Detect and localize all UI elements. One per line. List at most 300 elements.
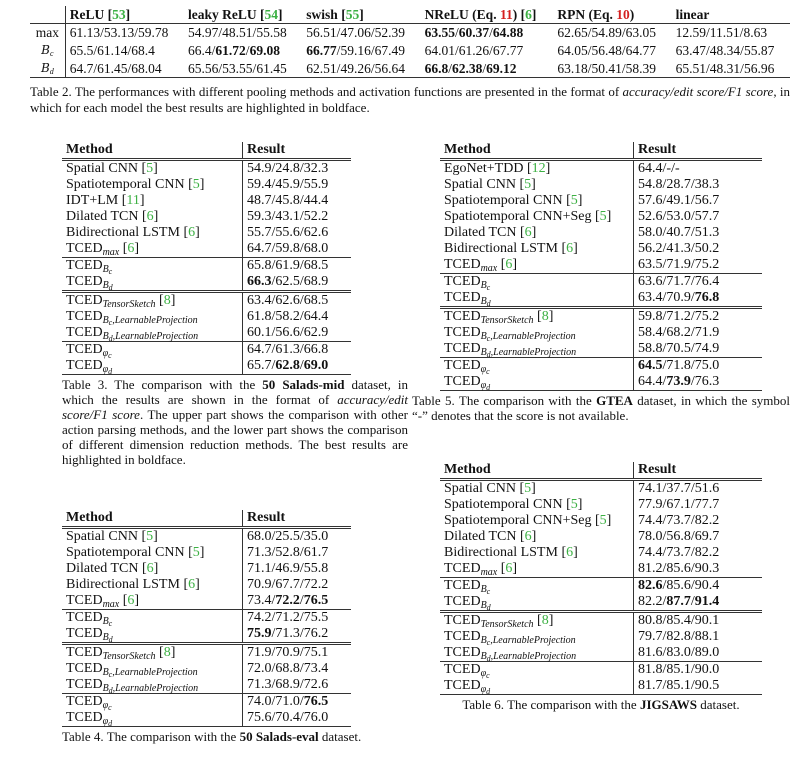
score: 61.72 bbox=[215, 42, 246, 58]
result-cell: 81.2/85.6/90.3 bbox=[638, 561, 720, 576]
result-cell: 74.0/71.0/76.5 bbox=[243, 694, 352, 711]
result-header: Result bbox=[634, 462, 763, 480]
method-cell: Spatiotemporal CNN [5] bbox=[440, 497, 634, 513]
table-row bbox=[440, 678, 762, 695]
score: 76.2 bbox=[303, 626, 329, 641]
score: 25.5 bbox=[275, 529, 300, 544]
method-cell: Spatiotemporal CNN+Seg [5] bbox=[440, 513, 634, 529]
method-name: TCED bbox=[66, 274, 103, 289]
citation-ref: 6 bbox=[127, 241, 135, 256]
method-cell bbox=[62, 610, 243, 627]
subscript-main: max bbox=[480, 567, 498, 578]
subscript-index: d bbox=[486, 603, 491, 612]
method-cell: Spatiotemporal CNN+Seg [5] bbox=[440, 209, 634, 225]
result-cell: 71.1/46.9/55.8 bbox=[247, 561, 329, 576]
score: 64.01 bbox=[424, 42, 455, 58]
table-row bbox=[62, 644, 351, 662]
result-cell: 75.6/70.4/76.0 bbox=[243, 710, 352, 727]
caption-text: dataset, in which the symbol “-” denotes that the score is not available. bbox=[412, 393, 790, 423]
result-cell: 58.4/68.2/71.9 bbox=[638, 325, 720, 340]
score: - bbox=[666, 161, 672, 176]
method-cell: Bidirectional LSTM [6] bbox=[62, 577, 243, 593]
score: 65.5 bbox=[69, 42, 94, 58]
table-row bbox=[440, 325, 762, 341]
subscript-index: d bbox=[108, 367, 113, 376]
table-row bbox=[62, 710, 351, 727]
method-header: Method bbox=[440, 462, 634, 480]
subscript-index: c bbox=[486, 587, 491, 596]
header-row bbox=[62, 142, 351, 160]
subscript-suffix: ,LearnableProjection bbox=[490, 635, 576, 646]
method-subscript bbox=[481, 296, 491, 307]
column-header: ReLU [53] bbox=[65, 6, 184, 24]
score: - bbox=[674, 161, 680, 176]
score: 71.9 bbox=[666, 257, 691, 272]
subscript-main: B bbox=[480, 280, 487, 291]
table-grid-wrap bbox=[412, 142, 790, 391]
table-caption bbox=[412, 697, 790, 712]
score: 8.63 bbox=[743, 25, 768, 40]
result-cell: 78.0/56.8/69.7 bbox=[638, 529, 720, 544]
score: 54.97 bbox=[188, 25, 219, 40]
method-subscript bbox=[481, 380, 491, 391]
score: 83.0 bbox=[666, 645, 691, 660]
result-cell: 48.7/45.8/44.4 bbox=[247, 193, 329, 208]
citation-ref: 6 bbox=[188, 577, 196, 592]
table-row bbox=[440, 594, 762, 612]
score: 81.8 bbox=[638, 662, 663, 677]
score: 78.0 bbox=[638, 529, 663, 544]
result-cell: 59.8/71.2/75.2 bbox=[634, 308, 763, 326]
score: 56.48 bbox=[591, 42, 622, 58]
method-name: Spatial CNN bbox=[66, 161, 138, 176]
method-cell: Dilated TCN [6] bbox=[62, 209, 243, 225]
table-row bbox=[440, 629, 762, 645]
subscript-main: φ bbox=[480, 684, 487, 695]
paren: ) bbox=[512, 7, 518, 22]
results-table bbox=[62, 142, 351, 375]
subscript-index: d bbox=[108, 686, 113, 695]
table-row bbox=[62, 593, 351, 610]
table-3 bbox=[62, 142, 408, 467]
score: 64.4 bbox=[638, 374, 663, 389]
method-cell bbox=[440, 678, 634, 695]
table-grid-wrap bbox=[412, 462, 790, 695]
table-row bbox=[440, 480, 762, 498]
method-name: TCED bbox=[66, 710, 103, 725]
method-subscript bbox=[103, 280, 113, 291]
score: 62.8 bbox=[275, 358, 300, 373]
score: 69.08 bbox=[249, 42, 280, 58]
result-cell: 71.3/52.8/61.7 bbox=[247, 545, 329, 560]
score: 37.7 bbox=[666, 481, 691, 496]
subscript-index: d bbox=[108, 719, 113, 728]
score: 82.2 bbox=[694, 545, 720, 560]
score: 62.38 bbox=[451, 60, 483, 76]
score: 74.9 bbox=[694, 341, 720, 356]
table-row bbox=[440, 341, 762, 358]
method-cell: $TCED_{max}$ [6] bbox=[62, 241, 243, 258]
subscript-index: d bbox=[486, 350, 491, 359]
score: 68.2 bbox=[666, 325, 691, 340]
subscript-index: c bbox=[108, 619, 113, 628]
subscript-index: c bbox=[486, 638, 491, 647]
method-name: Spatial CNN bbox=[66, 529, 138, 544]
score: 49.26 bbox=[340, 60, 371, 76]
table-row bbox=[62, 528, 351, 546]
citation-ref: 8 bbox=[541, 309, 549, 324]
score: 72.6 bbox=[303, 677, 329, 692]
column-header: NReLU (Eq. 11) [6] bbox=[421, 6, 554, 24]
result-cell: 64.4/73.9/76.3 bbox=[634, 374, 763, 391]
method-name: TCED bbox=[66, 309, 103, 324]
subscript-main: B bbox=[102, 616, 109, 627]
subscript-main: φ bbox=[102, 716, 109, 727]
citation-ref: 8 bbox=[163, 293, 171, 308]
citation-ref: 8 bbox=[163, 645, 171, 660]
score: 53.55 bbox=[222, 60, 253, 76]
method-cell: IDT+LM [11] bbox=[62, 193, 243, 209]
method-name: TCED bbox=[444, 309, 481, 324]
score: 51.6 bbox=[694, 481, 720, 496]
method-cell bbox=[62, 342, 243, 359]
citation-ref: 5 bbox=[146, 161, 154, 176]
subscript-index: d bbox=[486, 687, 491, 696]
subscript-main: B bbox=[480, 584, 487, 595]
table-2-caption bbox=[30, 84, 790, 116]
result-cell: 65.56/53.55/61.45 bbox=[184, 59, 302, 78]
score: 60.37 bbox=[458, 25, 490, 40]
citation-ref: 5 bbox=[146, 529, 154, 544]
score: 75.0 bbox=[694, 358, 720, 373]
subscript-suffix: ,LearnableProjection bbox=[490, 347, 577, 358]
table-row bbox=[62, 258, 351, 275]
table-body bbox=[440, 160, 762, 391]
method-subscript bbox=[481, 263, 498, 274]
score: 61.7 bbox=[303, 545, 329, 560]
table-row bbox=[62, 610, 351, 627]
method-name: TCED bbox=[444, 290, 481, 305]
table-grid-wrap bbox=[62, 510, 408, 727]
score: 56.64 bbox=[374, 60, 405, 76]
score: 64.7 bbox=[247, 241, 272, 256]
score: 59.8 bbox=[275, 241, 300, 256]
result-cell: 61.13/53.13/59.78 bbox=[69, 25, 169, 40]
score: 62.51 bbox=[306, 60, 337, 76]
score: 76.8 bbox=[694, 290, 720, 305]
row-label-symbol: B bbox=[40, 61, 50, 75]
result-cell: 62.51/49.26/56.64 bbox=[302, 59, 420, 78]
citation-ref: 6 bbox=[505, 257, 513, 272]
score: 63.4 bbox=[247, 293, 272, 308]
score: 63.47 bbox=[675, 42, 707, 58]
method-cell bbox=[62, 274, 243, 292]
method-name: TCED bbox=[444, 257, 481, 272]
result-header: Result bbox=[243, 142, 352, 160]
result-cell: 81.8/85.1/90.0 bbox=[634, 662, 763, 679]
table-caption bbox=[412, 393, 790, 423]
score: 64.4 bbox=[638, 161, 663, 176]
method-name: TCED bbox=[444, 629, 481, 644]
column-label: leaky ReLU bbox=[188, 7, 257, 22]
score: 66.8 bbox=[303, 342, 329, 357]
column-header bbox=[672, 6, 790, 24]
citation-ref: 55 bbox=[345, 7, 360, 22]
result-cell: 63.55/60.37/64.88 bbox=[424, 25, 524, 40]
caption-text: dataset, in which the results are shown in the format of bbox=[62, 377, 408, 407]
table-row bbox=[30, 41, 790, 59]
score: 58.2 bbox=[275, 309, 300, 324]
score: 90.0 bbox=[694, 662, 720, 677]
method-name: TCED bbox=[444, 358, 481, 373]
table-body bbox=[62, 160, 351, 375]
score: 65.56 bbox=[188, 60, 219, 76]
score: 76.3 bbox=[694, 374, 720, 389]
score: 72.2 bbox=[275, 593, 300, 608]
header-row bbox=[62, 510, 351, 528]
method-subscript bbox=[103, 683, 199, 694]
subscript-index: c bbox=[486, 367, 490, 376]
method-name: TCED bbox=[66, 241, 103, 256]
method-name: TCED bbox=[444, 594, 481, 609]
score: 55.9 bbox=[303, 177, 329, 192]
score: 35.0 bbox=[303, 529, 329, 544]
score: 65.51 bbox=[675, 60, 707, 76]
table-row bbox=[62, 358, 351, 375]
method-cell bbox=[440, 578, 634, 595]
subscript-main: φ bbox=[102, 348, 109, 359]
score: 55.58 bbox=[256, 25, 287, 40]
method-cell bbox=[62, 710, 243, 727]
caption-text: Table 6. The comparison with the bbox=[462, 697, 640, 712]
method-subscript bbox=[481, 567, 498, 578]
score: 71.2 bbox=[275, 610, 300, 625]
score: 55.8 bbox=[303, 561, 329, 576]
result-cell: 72.0/68.8/73.4 bbox=[247, 661, 329, 676]
score: 70.4 bbox=[275, 710, 300, 725]
method-name: TCED bbox=[66, 358, 103, 373]
method-cell bbox=[440, 290, 634, 308]
result-cell: 54.8/28.7/38.3 bbox=[638, 177, 720, 192]
score: 61.13 bbox=[69, 25, 101, 40]
score: 67.7 bbox=[275, 577, 300, 592]
score: 63.6 bbox=[638, 274, 663, 289]
table-row bbox=[62, 209, 351, 225]
result-cell: 65.51/48.31/56.96 bbox=[672, 59, 790, 78]
row-label-text: max bbox=[35, 25, 59, 40]
score: 63.05 bbox=[625, 25, 657, 40]
score: 77.9 bbox=[638, 497, 663, 512]
method-cell: $TCED_{TensorSketch}$ [8] bbox=[440, 308, 634, 326]
score: 62.6 bbox=[303, 225, 329, 240]
table-head bbox=[62, 142, 351, 160]
table-2 bbox=[30, 6, 790, 116]
score: 74.1 bbox=[638, 481, 663, 496]
subscript-index: c bbox=[486, 283, 491, 292]
result-cell: 63.18/50.41/58.39 bbox=[553, 59, 671, 78]
score: 52.6 bbox=[638, 209, 663, 224]
column-label: RPN (Eq. bbox=[557, 7, 617, 22]
method-cell: Dilated TCN [6] bbox=[440, 529, 634, 545]
score: 85.1 bbox=[666, 662, 691, 677]
score: 60.1 bbox=[247, 325, 272, 340]
score: 73.7 bbox=[666, 545, 691, 560]
results-table bbox=[440, 142, 762, 391]
score: 70.9 bbox=[666, 290, 691, 305]
score: 68.9 bbox=[275, 677, 300, 692]
score: 63.18 bbox=[557, 60, 588, 76]
score: 71.8 bbox=[666, 358, 691, 373]
score: 72.0 bbox=[247, 661, 272, 676]
subscript-suffix: ,LearnableProjection bbox=[490, 651, 577, 662]
equation-ref: 10 bbox=[616, 7, 630, 22]
subscript-index: d bbox=[108, 283, 113, 292]
score: 54.8 bbox=[638, 177, 663, 192]
table-row bbox=[62, 160, 351, 178]
row-label bbox=[30, 41, 65, 59]
method-cell bbox=[440, 594, 634, 612]
score: 58.4 bbox=[638, 325, 663, 340]
score: 76.5 bbox=[303, 694, 329, 709]
subscript-main: φ bbox=[480, 364, 487, 375]
result-cell: 66.8/62.38/69.12 bbox=[421, 59, 554, 78]
result-cell: 63.5/71.9/75.2 bbox=[638, 257, 720, 272]
caption-text: Table 5. The comparison with the bbox=[412, 393, 597, 408]
method-name: TCED bbox=[444, 645, 481, 660]
method-cell bbox=[62, 358, 243, 375]
table-row bbox=[440, 193, 762, 209]
method-cell bbox=[440, 358, 634, 375]
score: 79.7 bbox=[638, 629, 663, 644]
score: 58.39 bbox=[625, 60, 657, 76]
score: 55.6 bbox=[275, 225, 300, 240]
score: 85.4 bbox=[666, 613, 691, 628]
subscript-index: c bbox=[108, 703, 112, 712]
method-name: TCED bbox=[66, 325, 103, 340]
score: 68.0 bbox=[303, 241, 329, 256]
method-name: Bidirectional LSTM bbox=[66, 577, 180, 592]
equation-ref: 11 bbox=[499, 7, 513, 22]
score: 47.06 bbox=[340, 25, 371, 40]
method-subscript bbox=[103, 599, 120, 610]
result-cell: 74.2/71.2/75.5 bbox=[243, 610, 352, 627]
table-row bbox=[62, 177, 351, 193]
method-cell: Spatial CNN [5] bbox=[62, 160, 243, 178]
result-cell: 58.8/70.5/74.9 bbox=[638, 341, 720, 356]
subscript-index: d bbox=[486, 654, 491, 663]
table-row bbox=[62, 661, 351, 677]
citation-ref: 5 bbox=[599, 513, 607, 528]
method-subscript bbox=[103, 632, 113, 643]
subscript-main: B bbox=[102, 667, 109, 678]
method-cell: Spatiotemporal CNN [5] bbox=[62, 177, 243, 193]
subscript-main: B bbox=[480, 635, 487, 646]
score: 65.8 bbox=[247, 258, 272, 273]
score: 82.2 bbox=[694, 513, 720, 528]
score: 69.7 bbox=[694, 529, 720, 544]
score: 64.77 bbox=[625, 42, 657, 58]
citation-ref: 5 bbox=[524, 481, 532, 496]
subscript-index: c bbox=[108, 670, 113, 679]
score: 56.8 bbox=[666, 529, 691, 544]
subscript-main: φ bbox=[102, 700, 109, 711]
method-cell bbox=[440, 662, 634, 679]
result-cell: 81.7/85.1/90.5 bbox=[634, 678, 763, 695]
table-row bbox=[62, 577, 351, 593]
caption-text: JIGSAWS bbox=[639, 697, 698, 712]
result-cell: 64.7/61.45/68.04 bbox=[65, 59, 184, 78]
score: 71.9 bbox=[247, 645, 272, 660]
score: 24.8 bbox=[275, 161, 300, 176]
table-row bbox=[440, 513, 762, 529]
table-row bbox=[62, 274, 351, 292]
result-cell: 63.4/70.9/76.8 bbox=[638, 290, 720, 305]
score: 89.0 bbox=[694, 645, 720, 660]
subscript-main: B bbox=[480, 651, 487, 662]
column-label: ReLU bbox=[69, 7, 105, 22]
result-cell: 64.7/59.8/68.0 bbox=[247, 241, 329, 256]
score: 53.0 bbox=[666, 209, 691, 224]
table-row bbox=[62, 193, 351, 209]
subscript-main: max bbox=[102, 247, 120, 258]
score: 76.0 bbox=[303, 710, 329, 725]
citation-ref: 6 bbox=[566, 241, 574, 256]
result-cell: 56.51/47.06/52.39 bbox=[306, 25, 405, 40]
method-cell: Bidirectional LSTM [6] bbox=[62, 225, 243, 241]
result-cell: 65.8/61.9/68.5 bbox=[243, 258, 352, 275]
method-cell: $TCED_{TensorSketch}$ [8] bbox=[62, 644, 243, 662]
column-header bbox=[553, 6, 671, 24]
table-row bbox=[440, 209, 762, 225]
result-header: Result bbox=[243, 510, 352, 528]
row-label-symbol: B bbox=[41, 43, 50, 57]
score: 67.49 bbox=[374, 42, 405, 58]
method-name: TCED bbox=[66, 258, 103, 273]
result-cell: 57.6/49.1/56.7 bbox=[638, 193, 720, 208]
score: 59.16 bbox=[340, 42, 371, 58]
table-row bbox=[440, 358, 762, 375]
score: 57.7 bbox=[694, 209, 720, 224]
score: 75.6 bbox=[247, 710, 272, 725]
result-cell: 56.2/41.3/50.2 bbox=[638, 241, 720, 256]
score: 58.8 bbox=[638, 341, 663, 356]
table-row bbox=[440, 645, 762, 662]
method-header: Method bbox=[62, 510, 243, 528]
method-cell bbox=[62, 661, 243, 677]
result-cell: 66.3/62.5/68.9 bbox=[247, 274, 329, 289]
score: 71.3 bbox=[275, 626, 300, 641]
score: 74.2 bbox=[247, 610, 272, 625]
score: 61.3 bbox=[275, 342, 300, 357]
score: 73.4 bbox=[303, 661, 329, 676]
method-name: Dilated TCN bbox=[444, 225, 517, 240]
score: 85.6 bbox=[666, 561, 691, 576]
score: 61.8 bbox=[247, 309, 272, 324]
method-name: Spatiotemporal CNN bbox=[66, 545, 185, 560]
method-cell bbox=[62, 626, 243, 644]
results-table bbox=[62, 510, 351, 727]
method-cell: Spatiotemporal CNN [5] bbox=[62, 545, 243, 561]
score: 40.7 bbox=[666, 225, 691, 240]
result-cell: 71.3/68.9/72.6 bbox=[247, 677, 329, 692]
score: 49.1 bbox=[666, 193, 691, 208]
method-header: Method bbox=[440, 142, 634, 160]
table-row bbox=[440, 612, 762, 630]
score: 72.2 bbox=[303, 577, 329, 592]
method-cell: EgoNet+TDD [12] bbox=[440, 160, 634, 178]
citation-ref: 6 bbox=[525, 7, 532, 22]
score: 66.8 bbox=[424, 60, 449, 76]
